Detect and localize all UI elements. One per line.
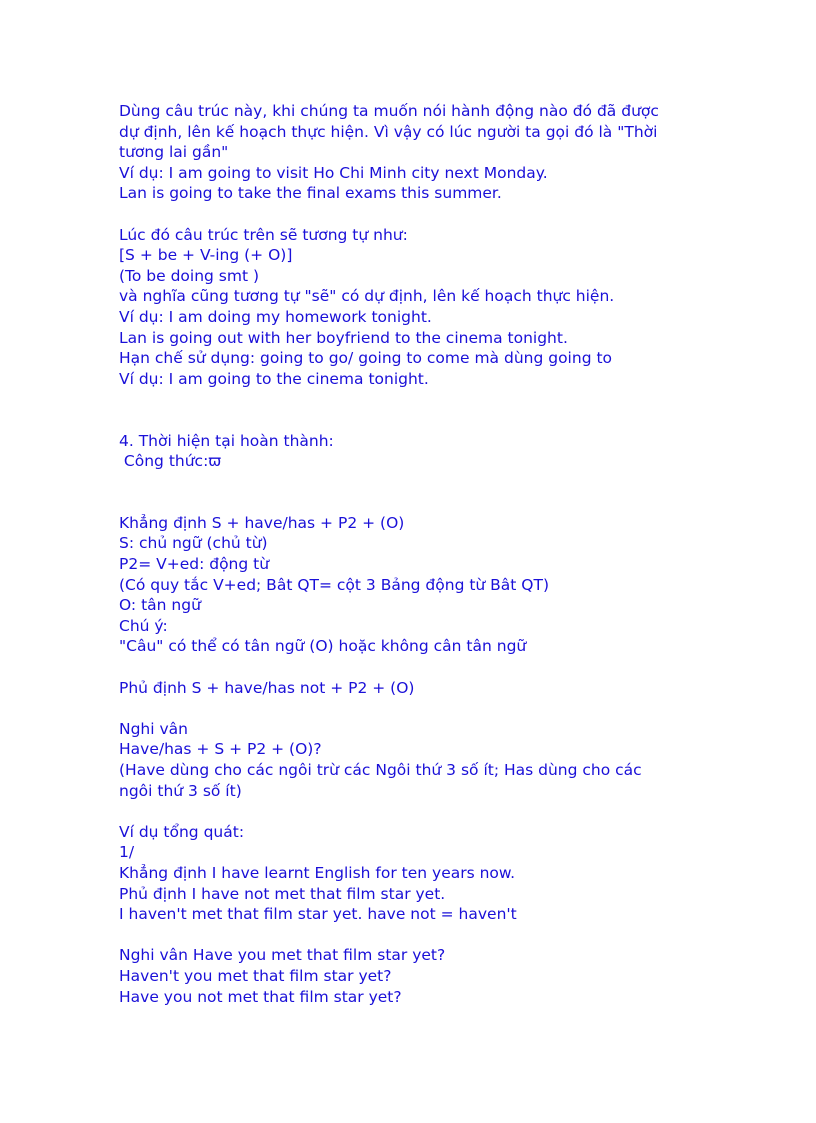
text-line: Phủ định I have not met that film star yet. [119, 884, 446, 903]
text-line: P2= V+ed: động từ [119, 555, 270, 574]
blank-line [119, 925, 699, 946]
text-line: Khẳng định S + have/has + P2 + (O) [119, 513, 405, 532]
text-line: S: chủ ngữ (chủ từ) [119, 534, 268, 553]
blank-line [119, 204, 699, 225]
text-line: Ví dụ tổng quát: [119, 822, 245, 841]
text-line: Công thức:ϖ [119, 452, 222, 471]
text-line: Dùng câu trúc này, khi chúng ta muốn nói hành động nào đó đã được [119, 102, 659, 120]
text-line: Chú ý: [119, 616, 168, 635]
text-line: (Have dùng cho các ngôi trừ các Ngôi thứ 3 số ít; Has dùng cho các [119, 761, 642, 779]
text-line: Nghi vân Have you met that film star yet? [119, 946, 446, 965]
text-line: Nghi vân [119, 719, 188, 738]
text-line: Ví dụ: I am going to visit Ho Chi Minh city next Monday. [119, 163, 548, 182]
text-line: I haven't met that film star yet. have not = haven't [119, 905, 517, 924]
text-line: Lan is going out with her boyfriend to the cinema tonight. [119, 328, 568, 347]
blank-line [119, 698, 699, 719]
text-line: ngôi thứ 3 số ít) [119, 781, 242, 800]
text-line: Haven't you met that film star yet? [119, 966, 392, 985]
text-line: Ví dụ: I am doing my homework tonight. [119, 307, 432, 326]
section-heading: 4. Thời hiện tại hoàn thành: [119, 431, 334, 450]
text-line: (Có quy tắc V+ed; Bât QT= cột 3 Bảng động từ Bât QT) [119, 575, 550, 594]
text-line: Lúc đó câu trúc trên sẽ tương tự như: [119, 225, 408, 244]
blank-line [119, 410, 699, 431]
blank-line [119, 492, 699, 513]
text-line: Phủ định S + have/has not + P2 + (O) [119, 678, 415, 697]
text-line: O: tân ngữ [119, 596, 201, 615]
blank-line [119, 657, 699, 678]
text-line: "Câu" có thể có tân ngữ (O) hoặc không cân tân ngữ [119, 637, 527, 656]
text-line: tương lai gần" [119, 143, 229, 162]
blank-line [119, 389, 699, 410]
text-line: và nghĩa cũng tương tự "sẽ" có dự định, lên kế hoạch thực hiện. [119, 287, 615, 306]
document-body [119, 101, 699, 1007]
text-line: Hạn chế sử dụng: going to go/ going to come mà dùng going to [119, 349, 613, 368]
text-line: (To be doing smt ) [119, 266, 260, 285]
text-line: [S + be + V-ing (+ O)] [119, 246, 293, 265]
text-line: dự định, lên kế hoạch thực hiện. Vì vậy có lúc người ta gọi đó là "Thời [119, 122, 658, 141]
blank-line [119, 801, 699, 822]
blank-line [119, 472, 699, 493]
text-line: Have you not met that film star yet? [119, 987, 402, 1006]
text-line: Ví dụ: I am going to the cinema tonight. [119, 369, 429, 388]
text-line: Have/has + S + P2 + (O)? [119, 740, 322, 759]
text-line: 1/ [119, 843, 135, 862]
text-line: Lan is going to take the final exams this summer. [119, 184, 502, 203]
text-line: Khẳng định I have learnt English for ten years now. [119, 863, 516, 882]
